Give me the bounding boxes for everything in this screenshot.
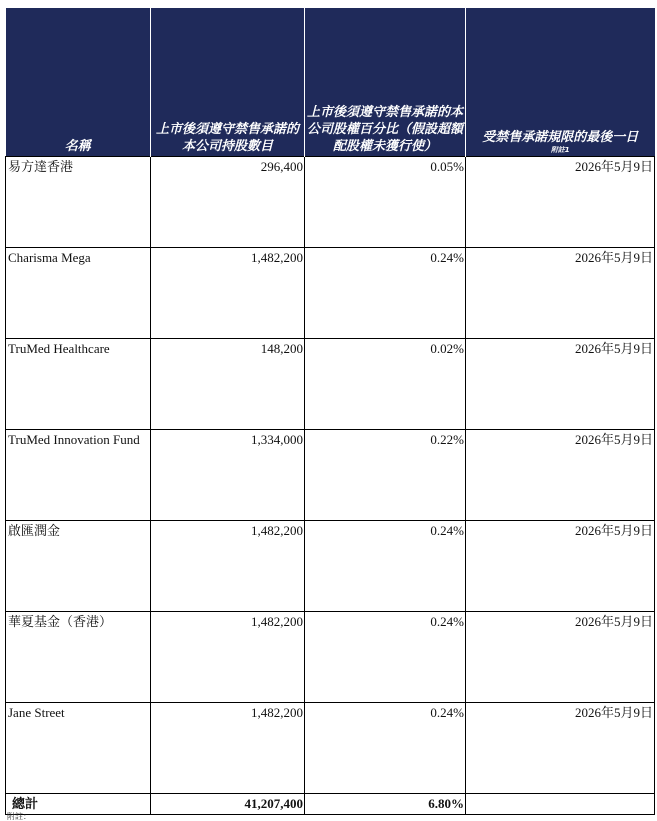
row-percent: 0.05% bbox=[305, 157, 466, 248]
row-name: 啟匯潤金 bbox=[6, 521, 151, 612]
row-percent: 0.24% bbox=[305, 703, 466, 794]
row-percent: 0.22% bbox=[305, 430, 466, 521]
row-percent: 0.02% bbox=[305, 339, 466, 430]
row-name: 華夏基金（香港） bbox=[6, 612, 151, 703]
table-row bbox=[6, 521, 655, 612]
table-row bbox=[6, 339, 655, 430]
table-header-row bbox=[6, 8, 655, 157]
table-row bbox=[6, 248, 655, 339]
lockup-table bbox=[5, 8, 655, 821]
row-shares: 1,482,200 bbox=[151, 612, 305, 703]
row-shares: 1,334,000 bbox=[151, 430, 305, 521]
total-row bbox=[6, 794, 655, 815]
row-shares: 1,482,200 bbox=[151, 521, 305, 612]
row-shares: 296,400 bbox=[151, 157, 305, 248]
row-percent: 0.24% bbox=[305, 521, 466, 612]
table-row bbox=[6, 703, 655, 794]
header-percent: 上市後須遵守禁售承諾的本公司股權百分比（假設超額配股權未獲行使） bbox=[305, 8, 466, 157]
total-date bbox=[466, 794, 655, 815]
total-percent: 6.80% bbox=[305, 794, 466, 815]
lockup-table-container bbox=[5, 8, 654, 821]
total-shares: 41,207,400 bbox=[151, 794, 305, 815]
table-row bbox=[6, 612, 655, 703]
row-date: 2026年5月9日 bbox=[466, 430, 655, 521]
row-date: 2026年5月9日 bbox=[466, 248, 655, 339]
row-name: TruMed Healthcare bbox=[6, 339, 151, 430]
row-name: 易方達香港 bbox=[6, 157, 151, 248]
header-shares: 上市後須遵守禁售承諾的本公司持股數目 bbox=[151, 8, 305, 157]
header-last-day-note: 附註1 bbox=[550, 146, 570, 154]
footnote-cut-text: 附註： bbox=[7, 812, 31, 821]
header-last-day-label: 受禁售承諾規限的最後一日 bbox=[482, 130, 639, 145]
row-shares: 148,200 bbox=[151, 339, 305, 430]
row-date: 2026年5月9日 bbox=[466, 157, 655, 248]
row-date: 2026年5月9日 bbox=[466, 521, 655, 612]
row-date: 2026年5月9日 bbox=[466, 612, 655, 703]
row-date: 2026年5月9日 bbox=[466, 339, 655, 430]
table-row bbox=[6, 430, 655, 521]
row-date: 2026年5月9日 bbox=[466, 703, 655, 794]
row-percent: 0.24% bbox=[305, 612, 466, 703]
row-percent: 0.24% bbox=[305, 248, 466, 339]
row-shares: 1,482,200 bbox=[151, 703, 305, 794]
row-shares: 1,482,200 bbox=[151, 248, 305, 339]
header-name: 名稱 bbox=[6, 8, 151, 157]
row-name: Jane Street bbox=[6, 703, 151, 794]
table-row bbox=[6, 157, 655, 248]
row-name: Charisma Mega bbox=[6, 248, 151, 339]
header-last-day bbox=[466, 8, 655, 157]
total-label: 總計 bbox=[6, 794, 151, 815]
row-name: TruMed Innovation Fund bbox=[6, 430, 151, 521]
